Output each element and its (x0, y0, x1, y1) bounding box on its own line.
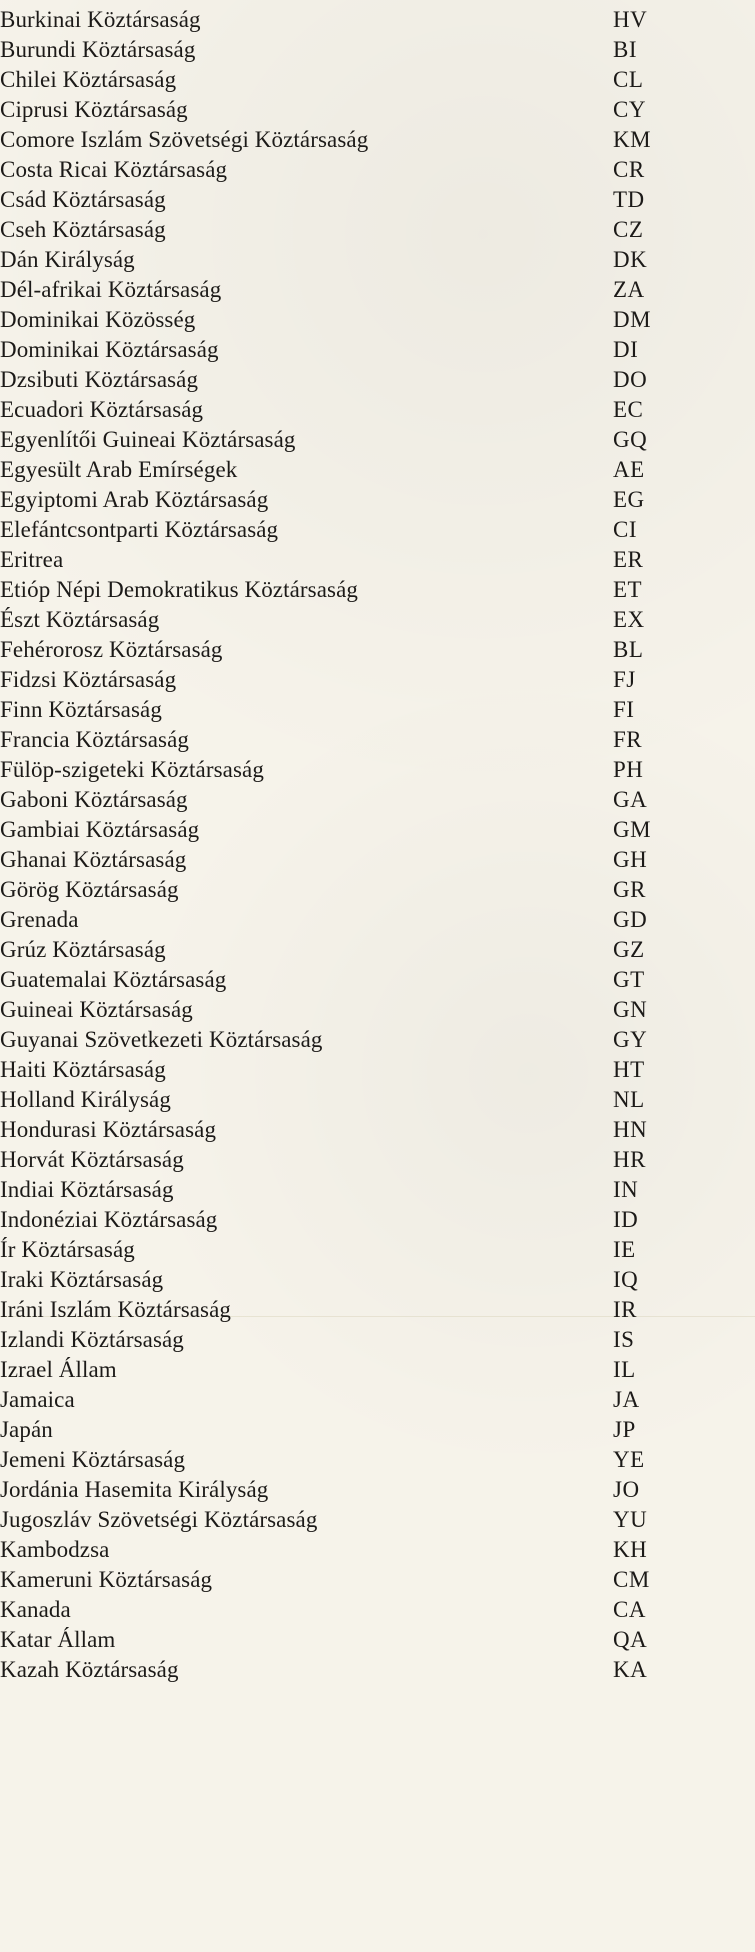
country-code: GQ (613, 427, 648, 452)
country-code: FR (613, 727, 643, 752)
country-name: Izlandi Köztársaság (0, 1327, 184, 1352)
country-name: Grúz Köztársaság (0, 937, 166, 962)
country-name: Indiai Köztársaság (0, 1177, 174, 1202)
list-item (0, 5, 755, 35)
country-code: CI (613, 517, 637, 542)
country-name: Jordánia Hasemita Királyság (0, 1477, 269, 1502)
country-name: Kameruni Köztársaság (0, 1567, 213, 1592)
list-item (0, 1625, 755, 1655)
country-code: ID (613, 1207, 639, 1232)
country-code: KH (613, 1537, 648, 1562)
country-code: GZ (613, 937, 645, 962)
country-code: HV (613, 7, 648, 32)
country-code: ET (613, 577, 643, 602)
list-item (0, 125, 755, 155)
country-name: Dominikai Köztársaság (0, 337, 219, 362)
country-code: IE (613, 1237, 636, 1262)
list-item (0, 455, 755, 485)
country-name: Katar Állam (0, 1627, 116, 1652)
country-code: DK (613, 247, 648, 272)
country-name: Guatemalai Köztársaság (0, 967, 227, 992)
country-name: Haiti Köztársaság (0, 1057, 166, 1082)
country-name: Elefántcsontparti Köztársaság (0, 517, 279, 542)
country-name: Észt Köztársaság (0, 607, 160, 632)
country-name: Egyesült Arab Emírségek (0, 457, 238, 482)
country-name: Ghanai Köztársaság (0, 847, 187, 872)
country-name: Csád Köztársaság (0, 187, 166, 212)
list-item (0, 1265, 755, 1295)
list-item (0, 1055, 755, 1085)
country-name: Costa Ricai Köztársaság (0, 157, 228, 182)
country-name: Guineai Köztársaság (0, 997, 193, 1022)
country-code: GM (613, 817, 652, 842)
country-code: IN (613, 1177, 639, 1202)
country-name: Dzsibuti Köztársaság (0, 367, 199, 392)
country-name: Hondurasi Köztársaság (0, 1117, 217, 1142)
country-code: IR (613, 1297, 637, 1322)
list-item (0, 275, 755, 305)
list-item (0, 1475, 755, 1505)
list-item (0, 1085, 755, 1115)
country-code: ER (613, 547, 644, 572)
country-code: IL (613, 1357, 636, 1382)
country-name: Görög Köztársaság (0, 877, 179, 902)
country-code: CZ (613, 217, 644, 242)
list-item (0, 875, 755, 905)
list-item (0, 695, 755, 725)
country-name: Gambiai Köztársaság (0, 817, 200, 842)
list-item (0, 1385, 755, 1415)
list-item (0, 1235, 755, 1265)
list-item (0, 1325, 755, 1355)
country-name: Horvát Köztársaság (0, 1147, 184, 1172)
country-code: KA (613, 1657, 648, 1682)
country-code: EX (613, 607, 645, 632)
country-code: NL (613, 1087, 645, 1112)
country-code: AE (613, 457, 645, 482)
list-item (0, 65, 755, 95)
country-name: Jugoszláv Szövetségi Köztársaság (0, 1507, 318, 1532)
country-code: YU (613, 1507, 648, 1532)
list-item (0, 155, 755, 185)
country-name: Iráni Iszlám Köztársaság (0, 1297, 232, 1322)
country-name: Jamaica (0, 1387, 75, 1412)
list-item (0, 575, 755, 605)
country-name: Dominikai Közösség (0, 307, 196, 332)
country-code: DM (613, 307, 652, 332)
list-item (0, 1565, 755, 1595)
list-item (0, 515, 755, 545)
list-item (0, 1415, 755, 1445)
country-name: Dán Királyság (0, 247, 135, 272)
country-code: HR (613, 1147, 646, 1172)
list-item (0, 95, 755, 125)
list-item (0, 785, 755, 815)
list-item (0, 485, 755, 515)
country-name: Finn Köztársaság (0, 697, 162, 722)
country-code: CY (613, 97, 646, 122)
country-name: Chilei Köztársaság (0, 67, 177, 92)
country-name: Kanada (0, 1597, 71, 1622)
list-item (0, 1205, 755, 1235)
list-item (0, 905, 755, 935)
country-code: QA (613, 1627, 648, 1652)
country-code: BI (613, 37, 637, 62)
country-code: GR (613, 877, 646, 902)
list-item (0, 305, 755, 335)
country-code: IS (613, 1327, 635, 1352)
country-code: EG (613, 487, 645, 512)
country-name: Ír Köztársaság (0, 1237, 135, 1262)
country-code: JP (613, 1417, 636, 1442)
country-name: Egyenlítői Guineai Köztársaság (0, 427, 296, 452)
country-name: Eritrea (0, 547, 64, 572)
country-name: Ecuadori Köztársaság (0, 397, 204, 422)
country-code: CA (613, 1597, 646, 1622)
country-name: Guyanai Szövetkezeti Köztársaság (0, 1027, 323, 1052)
list-item (0, 1445, 755, 1475)
country-code: GA (613, 787, 648, 812)
list-item (0, 1535, 755, 1565)
country-code: HT (613, 1057, 645, 1082)
country-code: FJ (613, 667, 636, 692)
list-item (0, 845, 755, 875)
country-code: CL (613, 67, 644, 92)
list-item (0, 1025, 755, 1055)
country-name: Kambodzsa (0, 1537, 110, 1562)
list-item (0, 245, 755, 275)
country-name: Grenada (0, 907, 79, 932)
country-code: DI (613, 337, 639, 362)
country-code: GH (613, 847, 648, 872)
country-code: JO (613, 1477, 640, 1502)
list-item (0, 1295, 755, 1325)
country-code: ZA (613, 277, 645, 302)
country-code: IQ (613, 1267, 639, 1292)
list-item (0, 215, 755, 245)
country-code: CR (613, 157, 645, 182)
country-name: Iraki Köztársaság (0, 1267, 164, 1292)
list-item (0, 365, 755, 395)
country-name: Dél-afrikai Köztársaság (0, 277, 222, 302)
list-item (0, 1115, 755, 1145)
list-item (0, 1145, 755, 1175)
country-name: Ciprusi Köztársaság (0, 97, 188, 122)
country-code: EC (613, 397, 644, 422)
country-code: JA (613, 1387, 640, 1412)
country-name: Egyiptomi Arab Köztársaság (0, 487, 269, 512)
country-name: Etióp Népi Demokratikus Köztársaság (0, 577, 358, 602)
country-code: GD (613, 907, 648, 932)
list-item (0, 965, 755, 995)
list-item (0, 545, 755, 575)
country-code: TD (613, 187, 645, 212)
country-code-list (0, 5, 755, 1685)
list-item (0, 335, 755, 365)
country-name: Japán (0, 1417, 53, 1442)
country-name: Burkinai Köztársaság (0, 7, 201, 32)
list-item (0, 1175, 755, 1205)
country-code: KM (613, 127, 652, 152)
country-name: Gaboni Köztársaság (0, 787, 188, 812)
country-code: HN (613, 1117, 648, 1142)
list-item (0, 755, 755, 785)
country-name: Fidzsi Köztársaság (0, 667, 177, 692)
country-name: Comore Iszlám Szövetségi Köztársaság (0, 127, 369, 152)
country-name: Burundi Köztársaság (0, 37, 196, 62)
list-item (0, 995, 755, 1025)
country-code: GT (613, 967, 645, 992)
country-code: DO (613, 367, 648, 392)
list-item (0, 395, 755, 425)
list-item (0, 815, 755, 845)
country-name: Jemeni Köztársaság (0, 1447, 186, 1472)
list-item (0, 35, 755, 65)
list-item (0, 1595, 755, 1625)
country-name: Francia Köztársaság (0, 727, 190, 752)
list-item (0, 665, 755, 695)
country-code: PH (613, 757, 644, 782)
country-code: YE (613, 1447, 645, 1472)
list-item (0, 185, 755, 215)
country-name: Cseh Köztársaság (0, 217, 166, 242)
country-code: CM (613, 1567, 650, 1592)
list-item (0, 1355, 755, 1385)
list-item (0, 1505, 755, 1535)
country-name: Izrael Állam (0, 1357, 117, 1382)
list-item (0, 635, 755, 665)
country-name: Holland Királyság (0, 1087, 171, 1112)
country-name: Fülöp-szigeteki Köztársaság (0, 757, 264, 782)
country-name: Kazah Köztársaság (0, 1657, 179, 1682)
list-item (0, 605, 755, 635)
list-item (0, 425, 755, 455)
country-code: FI (613, 697, 635, 722)
country-name: Indonéziai Köztársaság (0, 1207, 218, 1232)
list-item (0, 725, 755, 755)
country-code: GN (613, 997, 648, 1022)
list-item (0, 1655, 755, 1685)
country-name: Fehérorosz Köztársaság (0, 637, 223, 662)
country-code: BL (613, 637, 644, 662)
list-item (0, 935, 755, 965)
country-code: GY (613, 1027, 648, 1052)
